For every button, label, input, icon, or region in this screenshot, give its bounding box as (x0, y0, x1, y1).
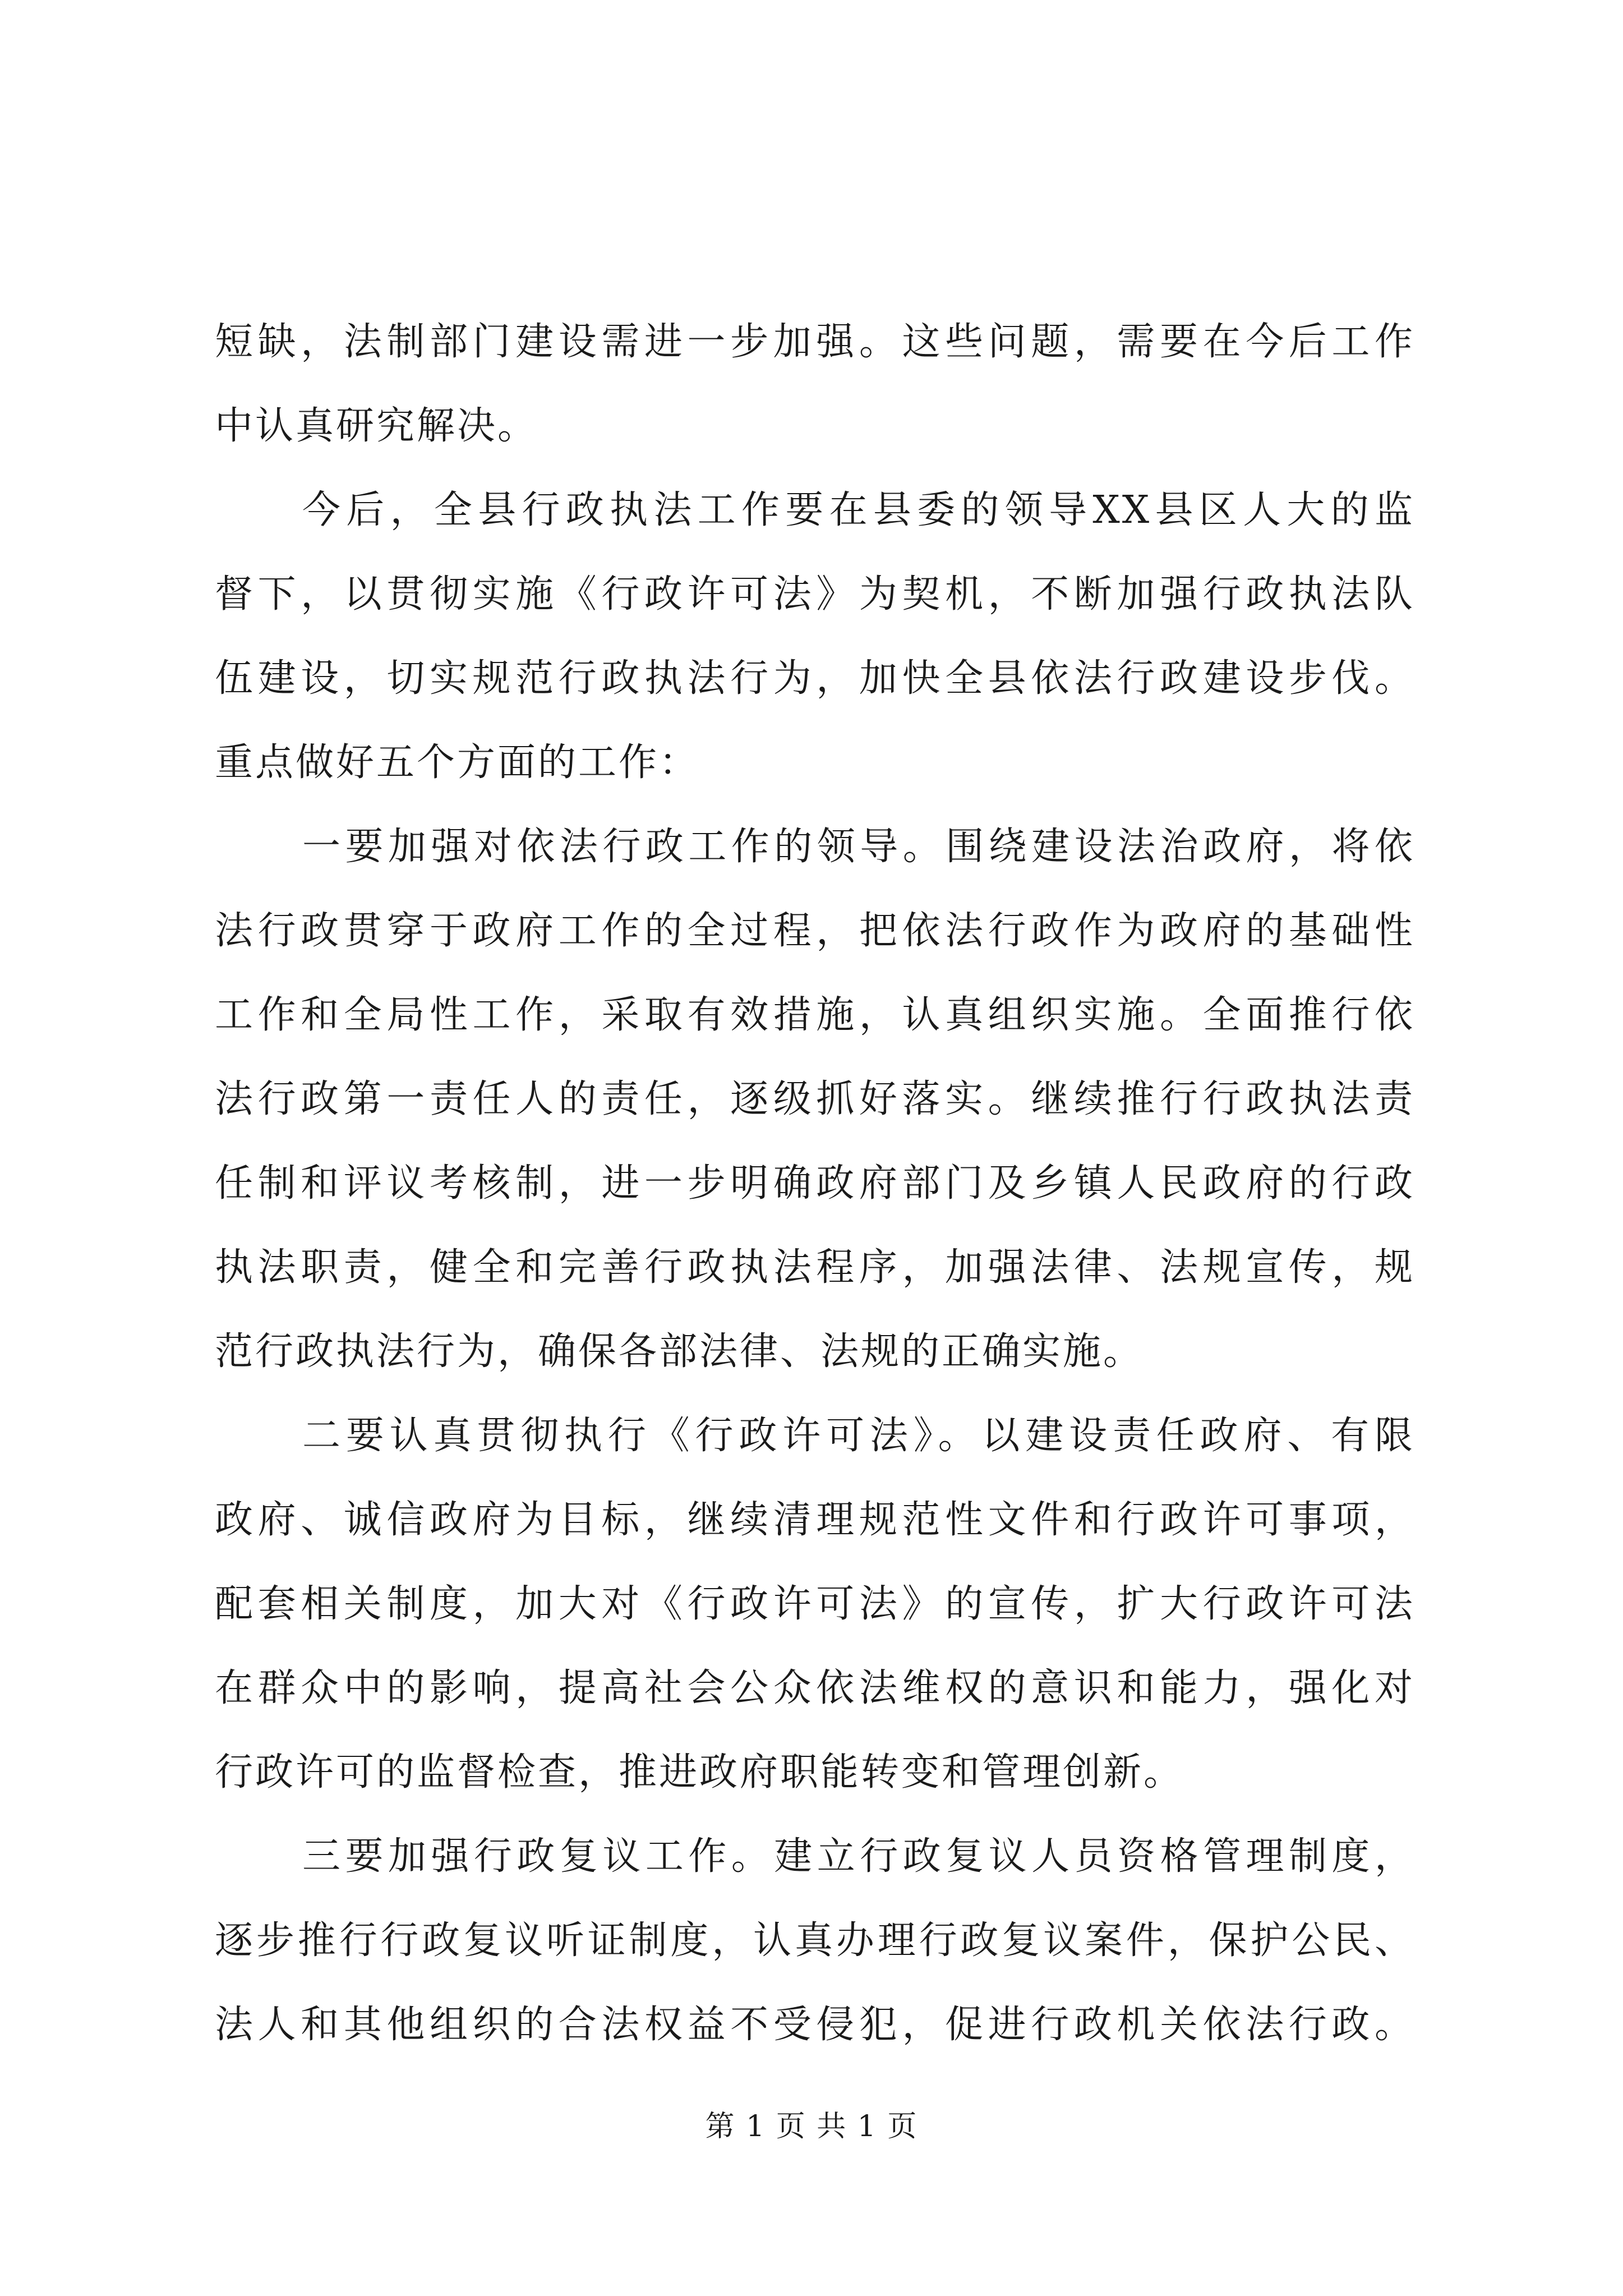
paragraph-line: 行政许可的监督检查，推进政府职能转变和管理创新。 (215, 1750, 1184, 1795)
paragraph-line: 逐步推行行政复议听证制度，认真办理行政复议案件，保护公民、 (215, 1918, 1415, 1963)
page-number-footer: 第 1 页 共 1 页 (705, 2110, 918, 2143)
paragraph-line: 法行政贯穿于政府工作的全过程，把依法行政作为政府的基础性 (215, 909, 1415, 953)
paragraph-line: 配套相关制度，加大对《行政许可法》的宣传，扩大行政许可法 (215, 1582, 1415, 1626)
paragraph-line: 二要认真贯彻执行《行政许可法》。以建设责任政府、有限 (302, 1414, 1415, 1458)
paragraph-line: 今后，全县行政执法工作要在县委的领导XX县区人大的监 (302, 488, 1415, 532)
paragraph-line: 政府、诚信政府为目标，继续清理规范性文件和行政许可事项， (215, 1498, 1415, 1542)
paragraph-line: 短缺，法制部门建设需进一步加强。这些问题，需要在今后工作 (215, 320, 1415, 364)
paragraph-line: 一要加强对依法行政工作的领导。围绕建设法治政府，将依 (302, 825, 1415, 869)
paragraph-line: 法行政第一责任人的责任，逐级抓好落实。继续推行行政执法责 (215, 1077, 1415, 1121)
paragraph-line: 在群众中的影响，提高社会公众依法维权的意识和能力，强化对 (215, 1666, 1415, 1710)
paragraph-line: 中认真研究解决。 (215, 404, 538, 448)
paragraph-line: 督下，以贯彻实施《行政许可法》为契机，不断加强行政执法队 (215, 572, 1415, 616)
paragraph-line: 执法职责，健全和完善行政执法程序，加强法律、法规宣传，规 (215, 1245, 1415, 1290)
paragraph-line: 伍建设，切实规范行政执法行为，加快全县依法行政建设步伐。 (215, 656, 1415, 701)
document-body (215, 300, 1415, 2067)
paragraph-line: 重点做好五个方面的工作： (215, 740, 700, 785)
paragraph-line: 范行政执法行为，确保各部法律、法规的正确实施。 (215, 1329, 1144, 1374)
paragraph-line: 三要加强行政复议工作。建立行政复议人员资格管理制度， (302, 1834, 1415, 1879)
paragraph-line: 工作和全局性工作，采取有效措施，认真组织实施。全面推行依 (215, 993, 1415, 1037)
paragraph-line: 法人和其他组织的合法权益不受侵犯，促进行政机关依法行政。 (215, 2003, 1415, 2047)
paragraph-line: 任制和评议考核制，进一步明确政府部门及乡镇人民政府的行政 (215, 1161, 1415, 1205)
